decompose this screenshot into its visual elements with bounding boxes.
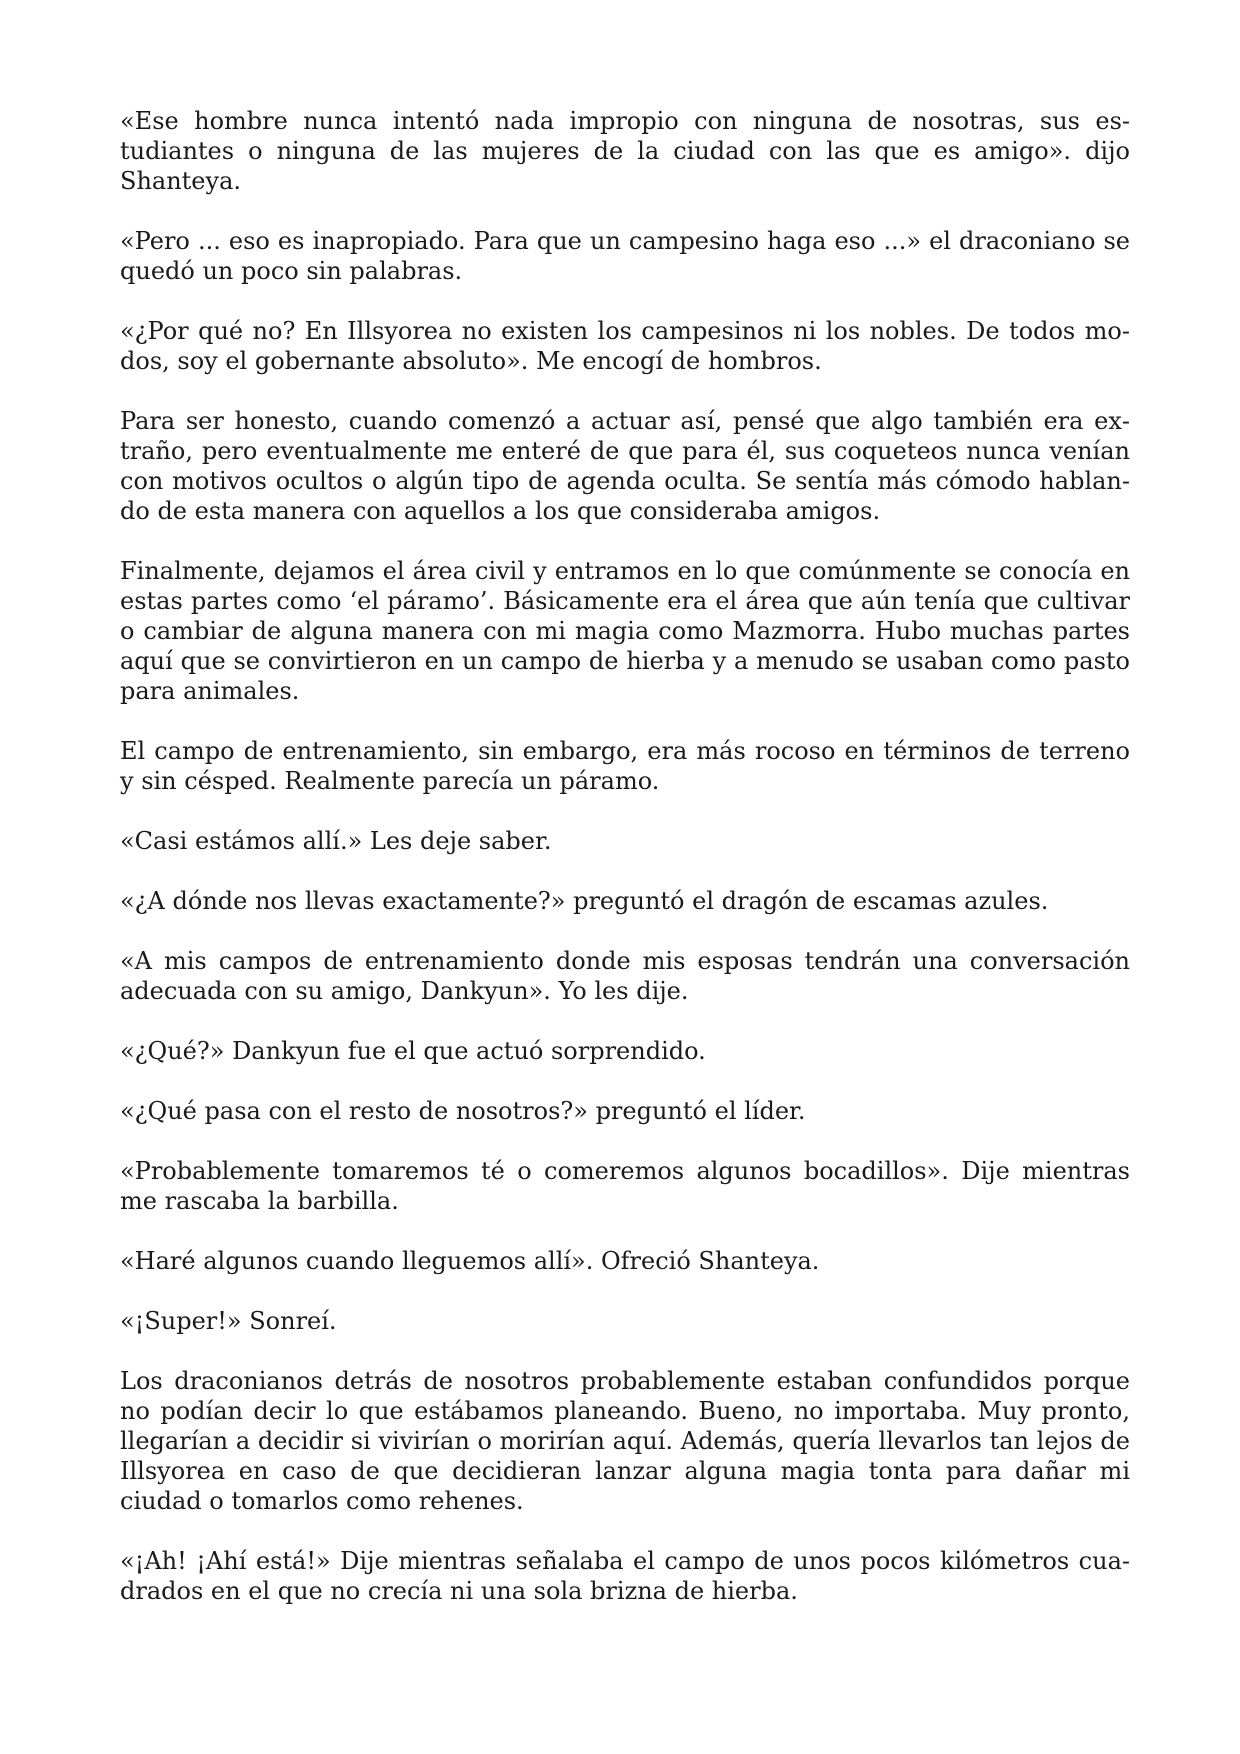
paragraph-4: Para ser honesto, cuando comenzó a actuar así, pensé que algo también era extraño, pero eventualmente me enteré de que para él, sus coqueteos nunca venían con motivos ocultos o algún tipo de agenda oculta. Se sentía más cómodo hablando de esta manera con aquellos a los que consideraba amigos. [120, 407, 1130, 525]
paragraph-9: «A mis campos de entrenamiento donde mis esposas tendrán una conversación adecuada con su amigo, Dankyun». Yo les dije. [120, 947, 1130, 1005]
paragraph-11: «¿Qué pasa con el resto de nosotros?» preguntó el líder. [120, 1097, 806, 1125]
paragraph-1: «Ese hombre nunca intentó nada impropio con ninguna de nosotras, sus estudiantes o ninguna de las mujeres de la ciudad con las que es amigo». dijo Shanteya. [120, 107, 1130, 195]
paragraph-8: «¿A dónde nos llevas exactamente?» preguntó el dragón de escamas azules. [120, 887, 1049, 915]
paragraph-16: «¡Ah! ¡Ahí está!» Dije mientras señalaba el campo de unos pocos kilómetros cuadrados en el que no crecía ni una sola brizna de hierba. [120, 1547, 1130, 1605]
paragraph-2: «Pero ... eso es inapropiado. Para que un campesino haga eso ...» el draconiano se quedó un poco sin palabras. [120, 227, 1130, 285]
paragraph-15: Los draconianos detrás de nosotros probablemente estaban confundidos porque no podían decir lo que estábamos planeando. Bueno, no importaba. Muy pronto, llegarían a decidir si vivirían o morirían aquí. Además, quería llevarlos tan lejos de Illsyorea en caso de que decidieran lanzar alguna magia tonta para dañar mi ciudad o tomarlos como rehenes. [120, 1367, 1130, 1515]
paragraph-13: «Haré algunos cuando lleguemos allí». Ofreció Shanteya. [120, 1247, 820, 1275]
paragraph-5: Finalmente, dejamos el área civil y entramos en lo que comúnmente se conocía en estas partes como ‘el páramo’. Básicamente era el área que aún tenía que cultivar o cambiar de alguna manera con mi magia como Mazmorra. Hubo muchas partes aquí que se convirtieron en un campo de hierba y a menudo se usaban como pasto para animales. [120, 557, 1130, 705]
page-body [120, 106, 1130, 1636]
paragraph-3: «¿Por qué no? En Illsyorea no existen los campesinos ni los nobles. De todos modos, soy el gobernante absoluto». Me encogí de hombros. [120, 317, 1130, 375]
paragraph-6: El campo de entrenamiento, sin embargo, era más rocoso en términos de terreno y sin césped. Realmente parecía un páramo. [120, 737, 1130, 795]
paragraph-14: «¡Super!» Sonreí. [120, 1307, 337, 1335]
paragraph-10: «¿Qué?» Dankyun fue el que actuó sorprendido. [120, 1037, 706, 1065]
paragraph-7: «Casi estámos allí.» Les deje saber. [120, 827, 552, 855]
paragraph-12: «Probablemente tomaremos té o comeremos algunos bocadillos». Dije mientras me rascaba la barbilla. [120, 1157, 1130, 1215]
